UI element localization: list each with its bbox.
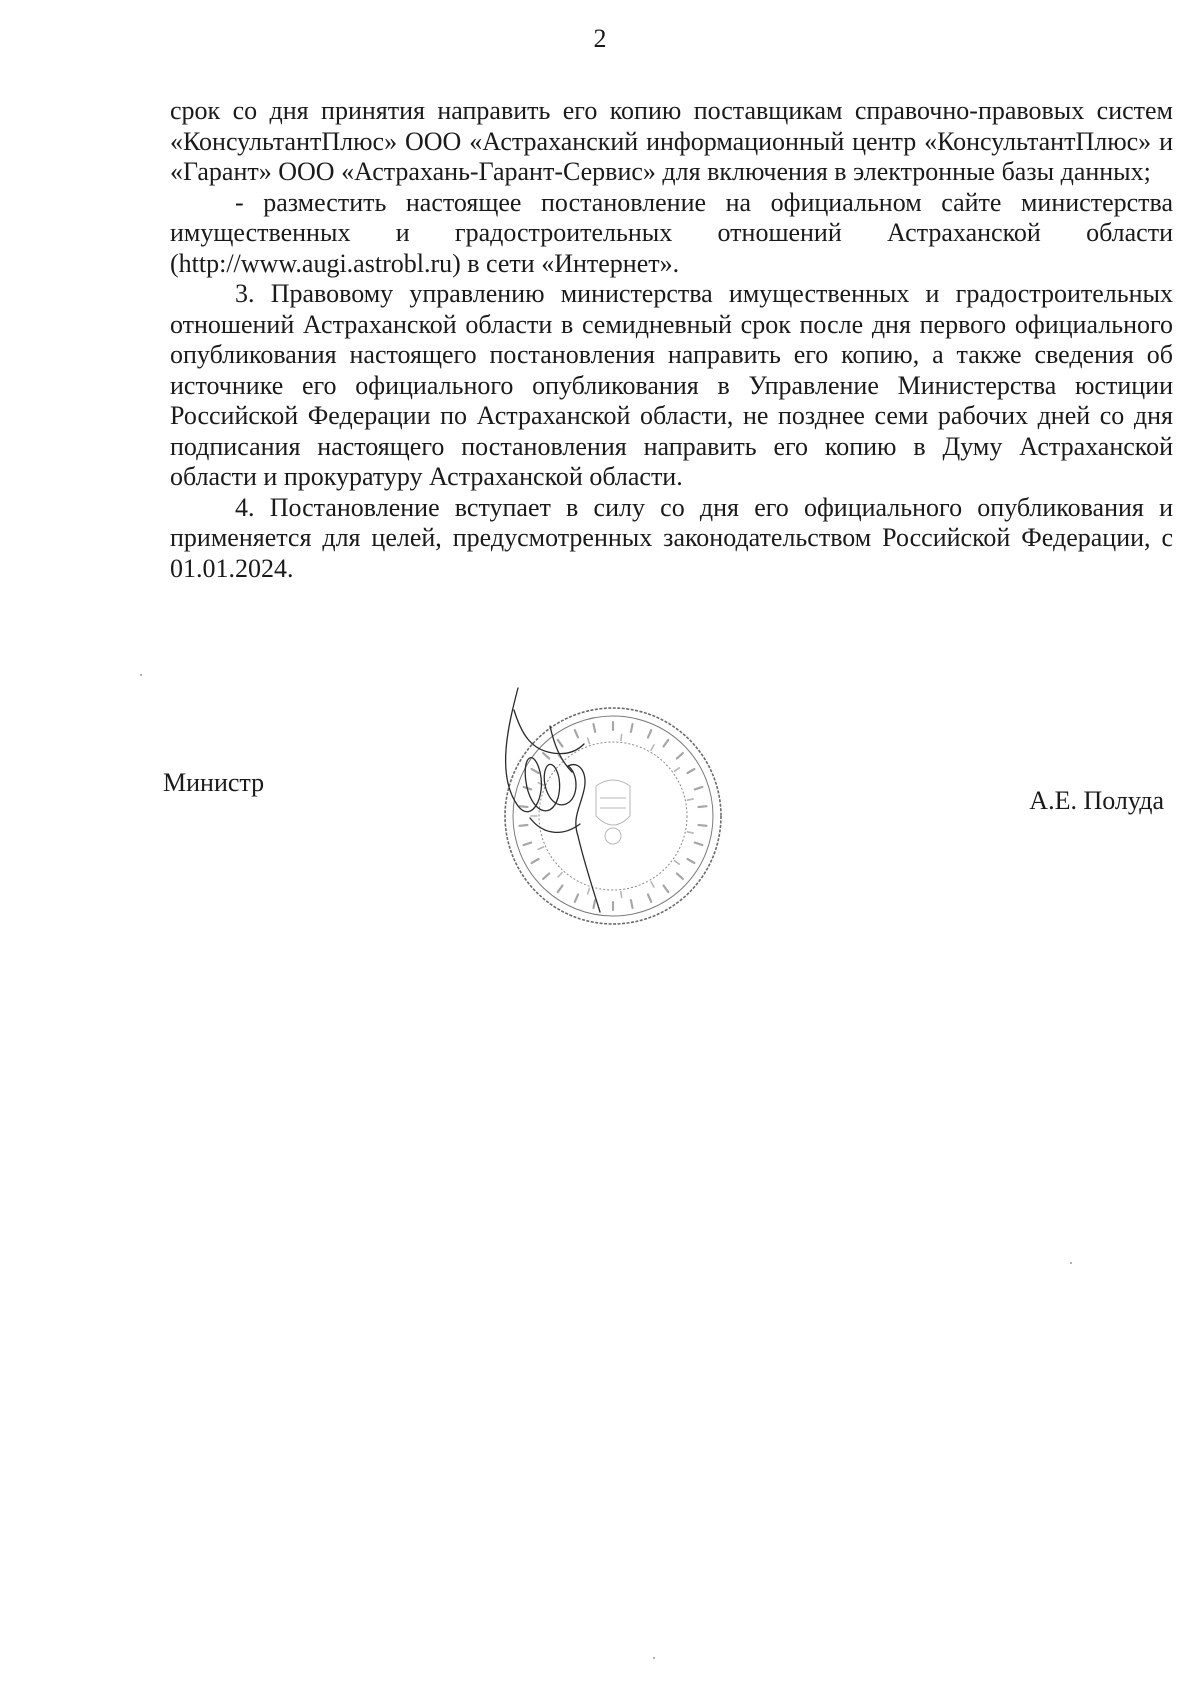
scan-speck [653, 1657, 655, 1659]
scan-speck [140, 674, 142, 676]
paragraph-item-4: 4. Постановление вступает в силу со дня его официального опубликования и применяется для целей, предусмотренных законодательством Российской Федерации, с 01.01.2024. [170, 492, 1173, 583]
scan-speck [1070, 1262, 1072, 1264]
signer-title: Министр [163, 768, 265, 797]
document-body [170, 96, 1173, 584]
signature-block [0, 670, 1200, 950]
paragraph-continuation: срок со дня принятия направить его копию поставщикам справочно-правовых систем «КонсультантПлюс» ООО «Астраханский информационный центр «КонсультантПлюс» и «Гарант» ООО «Астрахань-Гарант-Сервис» для включения в электронные базы данных; [170, 96, 1173, 186]
page-number: 2 [593, 24, 607, 53]
paragraph-publish-site: - разместить настоящее постановление на официальном сайте министерства имущественных и градостроительных отношений Астраханской области (http://www.augi.astrobl.ru) в сети «Интернет». [170, 187, 1173, 278]
official-seal-with-signature [488, 686, 738, 936]
signer-name: А.Е. Полуда [1029, 786, 1164, 815]
paragraph-item-3: 3. Правовому управлению министерства имущественных и градостроительных отношений Астраханской области в семидневный срок после дня первого официального опубликования настоящего постановления направить его копию, а также сведения об источнике его официального опубликования в Управление Министерства юстиции Российской Федерации по Астраханской области, не позднее семи рабочих дней со дня подписания настоящего постановления направить его копию в Думу Астраханской области и прокуратуру Астраханской области. [170, 279, 1173, 491]
